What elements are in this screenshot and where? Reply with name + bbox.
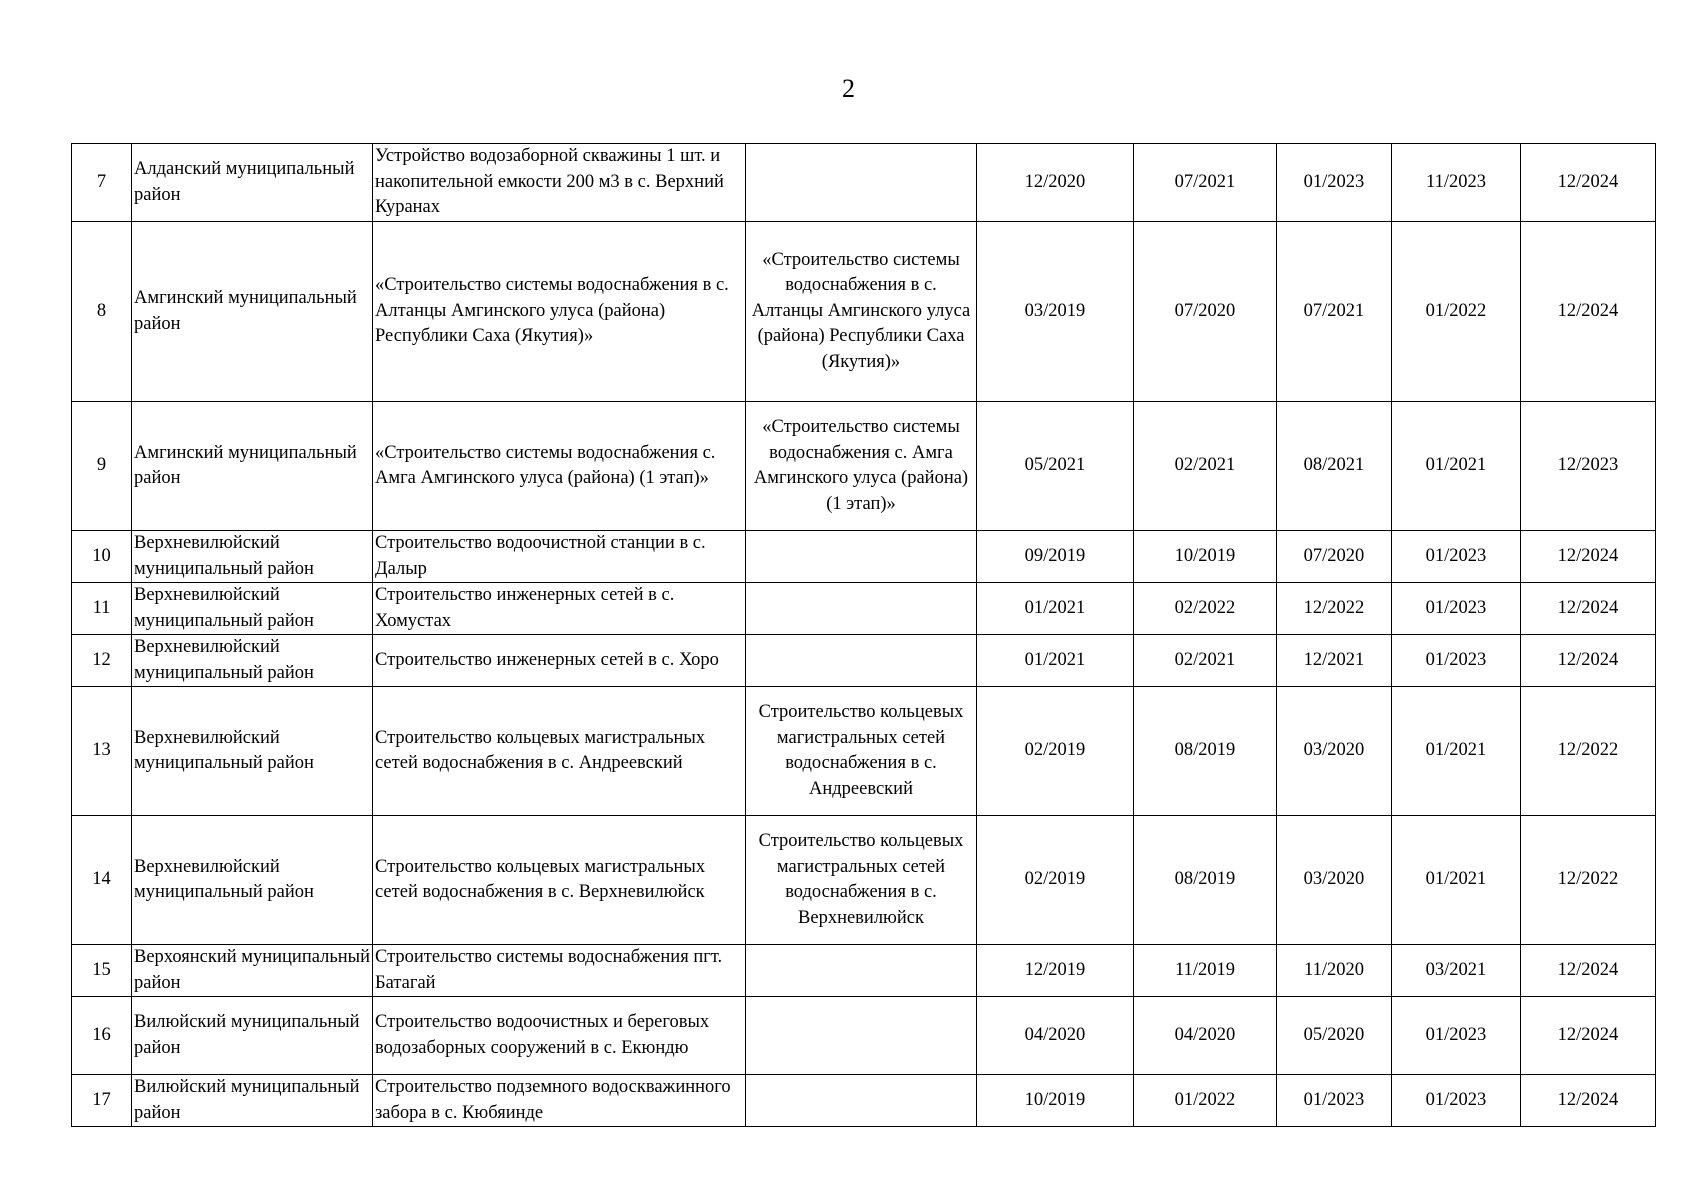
date-cell-2: 11/2019	[1134, 945, 1277, 997]
object-name-cell: Строительство подземного водоскважинного забора в с. Кюбяинде	[373, 1075, 746, 1127]
project-name-cell: «Строительство системы водоснабжения в с. Алтанцы Амгинского улуса (района) Республики Саха (Якутия)»	[746, 222, 977, 402]
row-number-cell: 14	[72, 816, 132, 945]
date-cell-2: 02/2021	[1134, 402, 1277, 531]
date-cell-2: 01/2022	[1134, 1075, 1277, 1127]
row-number-cell: 9	[72, 402, 132, 531]
date-cell-3: 03/2020	[1277, 687, 1392, 816]
table-row	[72, 531, 1656, 583]
date-cell-5: 12/2024	[1521, 583, 1656, 635]
table-row	[72, 635, 1656, 687]
date-cell-4: 01/2021	[1392, 402, 1521, 531]
project-name-cell	[746, 635, 977, 687]
project-name-cell: Строительство кольцевых магистральных сетей водоснабжения в с. Андреевский	[746, 687, 977, 816]
date-cell-4: 03/2021	[1392, 945, 1521, 997]
object-name-cell: Строительство водоочистной станции в с. Далыр	[373, 531, 746, 583]
project-name-cell	[746, 583, 977, 635]
project-name-cell: Строительство кольцевых магистральных сетей водоснабжения в с. Верхневилюйск	[746, 816, 977, 945]
date-cell-3: 11/2020	[1277, 945, 1392, 997]
object-name-cell: «Строительство системы водоснабжения с. Амга Амгинского улуса (района) (1 этап)»	[373, 402, 746, 531]
table-row	[72, 997, 1656, 1075]
row-number-cell: 7	[72, 144, 132, 222]
row-number-cell: 16	[72, 997, 132, 1075]
row-number-cell: 11	[72, 583, 132, 635]
object-name-cell: Строительство инженерных сетей в с. Хомустах	[373, 583, 746, 635]
object-name-cell: Устройство водозаборной скважины 1 шт. и накопительной емкости 200 м3 в с. Верхний Куранах	[373, 144, 746, 222]
date-cell-5: 12/2022	[1521, 687, 1656, 816]
object-name-cell: Строительство кольцевых магистральных сетей водоснабжения в с. Верхневилюйск	[373, 816, 746, 945]
date-cell-4: 01/2022	[1392, 222, 1521, 402]
project-name-cell	[746, 1075, 977, 1127]
row-number-cell: 10	[72, 531, 132, 583]
date-cell-1: 01/2021	[977, 635, 1134, 687]
object-name-cell: Строительство кольцевых магистральных сетей водоснабжения в с. Андреевский	[373, 687, 746, 816]
date-cell-5: 12/2024	[1521, 222, 1656, 402]
object-name-cell: Строительство водоочистных и береговых водозаборных сооружений в с. Екюндю	[373, 997, 746, 1075]
date-cell-2: 02/2021	[1134, 635, 1277, 687]
date-cell-5: 12/2024	[1521, 531, 1656, 583]
district-cell: Верхоянский муниципальный район	[132, 945, 373, 997]
date-cell-5: 12/2022	[1521, 816, 1656, 945]
date-cell-4: 01/2021	[1392, 687, 1521, 816]
date-cell-3: 08/2021	[1277, 402, 1392, 531]
date-cell-1: 04/2020	[977, 997, 1134, 1075]
district-cell: Вилюйский муниципальный район	[132, 997, 373, 1075]
date-cell-1: 02/2019	[977, 687, 1134, 816]
object-name-cell: Строительство инженерных сетей в с. Хоро	[373, 635, 746, 687]
table-row	[72, 402, 1656, 531]
row-number-cell: 17	[72, 1075, 132, 1127]
date-cell-4: 01/2023	[1392, 531, 1521, 583]
date-cell-2: 08/2019	[1134, 816, 1277, 945]
date-cell-3: 07/2021	[1277, 222, 1392, 402]
date-cell-4: 01/2023	[1392, 1075, 1521, 1127]
project-name-cell	[746, 531, 977, 583]
date-cell-3: 12/2021	[1277, 635, 1392, 687]
date-cell-5: 12/2024	[1521, 945, 1656, 997]
date-cell-1: 01/2021	[977, 583, 1134, 635]
date-cell-1: 12/2019	[977, 945, 1134, 997]
table-row	[72, 816, 1656, 945]
date-cell-2: 08/2019	[1134, 687, 1277, 816]
row-number-cell: 12	[72, 635, 132, 687]
date-cell-3: 01/2023	[1277, 1075, 1392, 1127]
table-row	[72, 687, 1656, 816]
date-cell-3: 12/2022	[1277, 583, 1392, 635]
date-cell-3: 03/2020	[1277, 816, 1392, 945]
date-cell-5: 12/2024	[1521, 144, 1656, 222]
date-cell-2: 07/2020	[1134, 222, 1277, 402]
district-cell: Верхневилюйский муниципальный район	[132, 816, 373, 945]
district-cell: Вилюйский муниципальный район	[132, 1075, 373, 1127]
date-cell-2: 04/2020	[1134, 997, 1277, 1075]
table-row	[72, 945, 1656, 997]
date-cell-2: 10/2019	[1134, 531, 1277, 583]
date-cell-4: 01/2023	[1392, 635, 1521, 687]
table-body	[72, 144, 1656, 1127]
date-cell-4: 01/2021	[1392, 816, 1521, 945]
row-number-cell: 15	[72, 945, 132, 997]
date-cell-3: 01/2023	[1277, 144, 1392, 222]
objects-table	[71, 143, 1656, 1127]
district-cell: Амгинский муниципальный район	[132, 222, 373, 402]
date-cell-5: 12/2024	[1521, 635, 1656, 687]
date-cell-1: 05/2021	[977, 402, 1134, 531]
date-cell-5: 12/2024	[1521, 997, 1656, 1075]
date-cell-5: 12/2023	[1521, 402, 1656, 531]
row-number-cell: 8	[72, 222, 132, 402]
project-name-cell: «Строительство системы водоснабжения с. Амга Амгинского улуса (района) (1 этап)»	[746, 402, 977, 531]
district-cell: Амгинский муниципальный район	[132, 402, 373, 531]
date-cell-1: 09/2019	[977, 531, 1134, 583]
date-cell-4: 01/2023	[1392, 997, 1521, 1075]
project-name-cell	[746, 945, 977, 997]
object-name-cell: Строительство системы водоснабжения пгт. Батагай	[373, 945, 746, 997]
district-cell: Верхневилюйский муниципальный район	[132, 635, 373, 687]
date-cell-3: 07/2020	[1277, 531, 1392, 583]
district-cell: Верхневилюйский муниципальный район	[132, 687, 373, 816]
date-cell-1: 02/2019	[977, 816, 1134, 945]
date-cell-2: 02/2022	[1134, 583, 1277, 635]
row-number-cell: 13	[72, 687, 132, 816]
district-cell: Верхневилюйский муниципальный район	[132, 583, 373, 635]
object-name-cell: «Строительство системы водоснабжения в с. Алтанцы Амгинского улуса (района) Республики Саха (Якутия)»	[373, 222, 746, 402]
date-cell-2: 07/2021	[1134, 144, 1277, 222]
table-row	[72, 222, 1656, 402]
project-name-cell	[746, 144, 977, 222]
project-name-cell	[746, 997, 977, 1075]
date-cell-4: 11/2023	[1392, 144, 1521, 222]
date-cell-4: 01/2023	[1392, 583, 1521, 635]
district-cell: Алданский муниципальный район	[132, 144, 373, 222]
date-cell-1: 10/2019	[977, 1075, 1134, 1127]
date-cell-1: 03/2019	[977, 222, 1134, 402]
district-cell: Верхневилюйский муниципальный район	[132, 531, 373, 583]
date-cell-3: 05/2020	[1277, 997, 1392, 1075]
table-row	[72, 1075, 1656, 1127]
date-cell-1: 12/2020	[977, 144, 1134, 222]
date-cell-5: 12/2024	[1521, 1075, 1656, 1127]
table-row	[72, 583, 1656, 635]
page-number: 2	[842, 74, 855, 103]
table-row	[72, 144, 1656, 222]
